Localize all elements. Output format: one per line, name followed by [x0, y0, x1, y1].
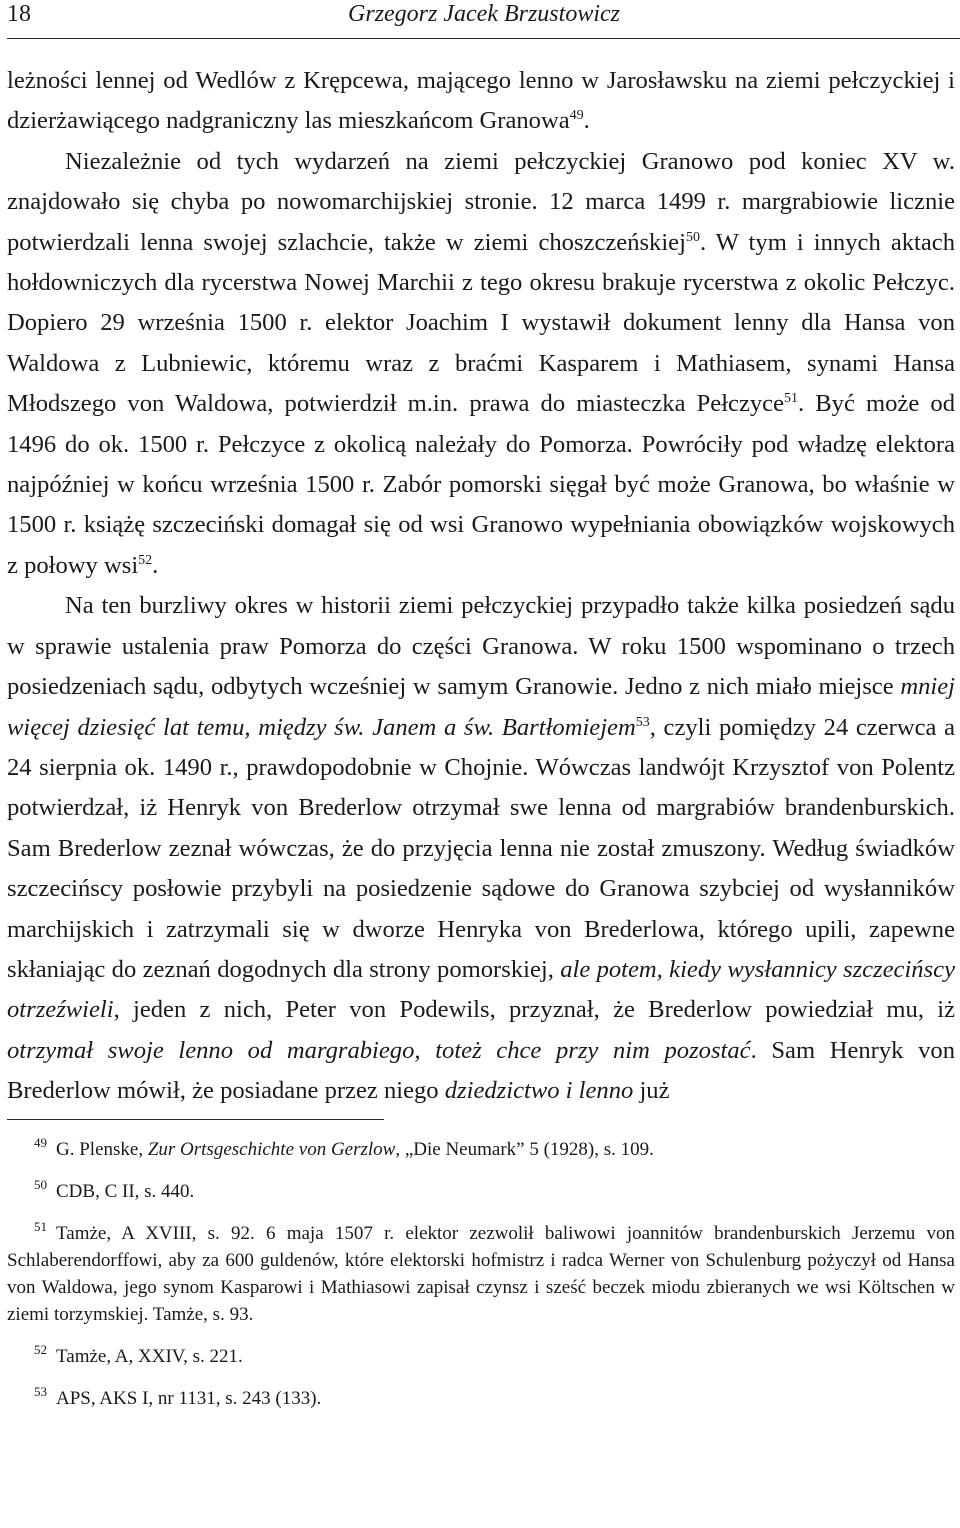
footnote-number: 53 — [34, 1384, 47, 1400]
paragraph-text: . Być może od 1496 do ok. 1500 r. Pełczyce z okolicą należały do Pomorza. Powróciły pod władzę elektora najpóźniej w końcu września 1500 r. Zabór pomorski sięgał być może Granowa, bo właśnie w 1500 r. książę szczeciński domagał się od wsi Granowo wypełniania obowiązków wojskowych z połowy wsi — [7, 390, 955, 579]
footnote-text: APS, AKS I, nr 1131, s. 243 (133). — [56, 1387, 322, 1409]
footnote-ref-51[interactable]: 51 — [784, 391, 798, 407]
page-header — [7, 0, 960, 39]
quoted-text: dziedzictwo i lenno — [444, 1077, 634, 1105]
footnote-text: CDB, C II, s. 440. — [56, 1180, 195, 1202]
footnote-52 — [7, 1343, 955, 1370]
footnotes — [7, 1136, 955, 1412]
paragraph-3 — [7, 586, 955, 1111]
footnote-number: 52 — [34, 1342, 47, 1358]
footnote-number: 49 — [34, 1135, 47, 1151]
footnote-ref-53[interactable]: 53 — [635, 714, 650, 730]
footnote-49 — [7, 1136, 955, 1163]
quoted-text: ale potem, kiedy wysłannicy szczecińscy otrzeźwieli — [7, 955, 955, 1024]
footnote-title: Zur Ortsgeschichte von Gerzlow — [147, 1138, 396, 1160]
footnote-50 — [7, 1178, 955, 1205]
footnote-ref-52[interactable]: 52 — [138, 552, 153, 568]
paragraph-1 — [7, 61, 955, 142]
quoted-text: otrzymał swoje lenno od margrabiego, toteż chce przy nim pozostać — [7, 1036, 751, 1064]
footnote-number: 51 — [34, 1219, 47, 1235]
paragraph-text: . W tym i innych aktach hołdowniczych dla rycerstwa Nowej Marchii z tego okresu brakuje rycerstwa z okolic Pełczyc. Dopiero 29 września 1500 r. elektor Joachim I wystawił dokument lenny dla Hansa von Waldowa z Lubniewic, któremu wraz z braćmi Kasparem i Mathiasem, synami Hansa Młodszego von Waldowa, potwierdził m.in. prawa do miasteczka Pełczyce — [7, 228, 955, 418]
paragraph-text: Niezależnie od tych wydarzeń na ziemi pełczyckiej Granowo pod koniec XV w. znajdowało się chyba po nowomarchijskiej stronie. 12 marca 1499 r. margrabiowie licznie potwierdzali lenna swojej szlachcie, także w ziemi choszczeńskiej — [7, 147, 955, 256]
footnote-number: 50 — [34, 1177, 47, 1193]
paragraph-text: Na ten burzliwy okres w historii ziemi pełczyckiej przypadło także kilka posiedzeń sądu w sprawie ustalenia praw Pomorza do części Granowa. W roku 1500 wspominano o trzech posiedzeniach sądu, odbytych wcześniej w samym Granowie. Jedno z nich miało miejsce — [7, 592, 955, 701]
paragraph-text: już — [633, 1077, 670, 1105]
footnote-53 — [7, 1385, 955, 1412]
document-page — [7, 0, 955, 1427]
paragraph-text: , jeden z nich, Peter von Podewils, przyznał, że Brederlow powiedział mu, iż — [113, 996, 955, 1024]
paragraph-text: . — [583, 107, 590, 135]
footnote-ref-49[interactable]: 49 — [569, 108, 584, 124]
paragraph-text: . Sam Henryk von Brederlow mówił, że posiadane przez niego — [7, 1036, 955, 1105]
footnote-text: , „Die Neumark” 5 (1928), s. 109. — [395, 1138, 654, 1160]
footnote-ref-50[interactable]: 50 — [685, 229, 700, 245]
footnote-text: G. Plenske, — [56, 1138, 148, 1160]
body-text — [7, 61, 955, 1112]
footnote-text: Tamże, A XVIII, s. 92. 6 maja 1507 r. elektor zezwolił baliwowi joannitów brandenburskich Jerzemu von Schlaberendorffowi, aby za 600 guldenów, które elektorski hofmistrz i radca Werner von Schulenburg pożyczył od Hansa von Waldowa, jego synom Kasparowi i Mathiasowi zapisał czynsz i sześć beczek miodu zbieranych we wsi Költschen w ziemi torzymskiej. Tamże, s. 93. — [7, 1222, 955, 1325]
footnote-51 — [7, 1220, 955, 1328]
quoted-text: mniej więcej dziesięć lat temu, między św. Janem a św. Bartłomiejem — [7, 673, 955, 741]
page-number: 18 — [7, 1, 31, 27]
paragraph-text: leżności lennej od Wedlów z Krępcewa, mającego lenno w Jarosławsku na ziemi pełczyckiej i dzierżawiącego nadgraniczny las mieszkańcom Granowa — [7, 67, 955, 135]
paragraph-text: . — [152, 551, 159, 579]
footnote-text: Tamże, A, XXIV, s. 221. — [56, 1345, 243, 1367]
running-head: Grzegorz Jacek Brzustowicz — [348, 1, 620, 27]
paragraph-text: , czyli pomiędzy 24 czerwca a 24 sierpnia ok. 1490 r., prawdopodobnie w Chojnie. Wówczas landwójt Krzysztof von Polentz potwierdzał, iż Henryk von Brederlow otrzymał swe lenna od margrabiów brandenburskich. Sam Brederlow zeznał wówczas, że do przyjęcia lenna nie został zmuszony. Według świadków szczecińscy posłowie przybyli na posiedzenie sądowe do Granowa szybciej od wysłanników marchijskich i zatrzymali się w dworze Henryka von Brederlowa, którego upili, zapewne skłaniając do zeznań dogodnych dla strony pomorskiej, — [7, 713, 955, 983]
footnote-separator — [7, 1119, 384, 1120]
paragraph-2 — [7, 142, 955, 586]
